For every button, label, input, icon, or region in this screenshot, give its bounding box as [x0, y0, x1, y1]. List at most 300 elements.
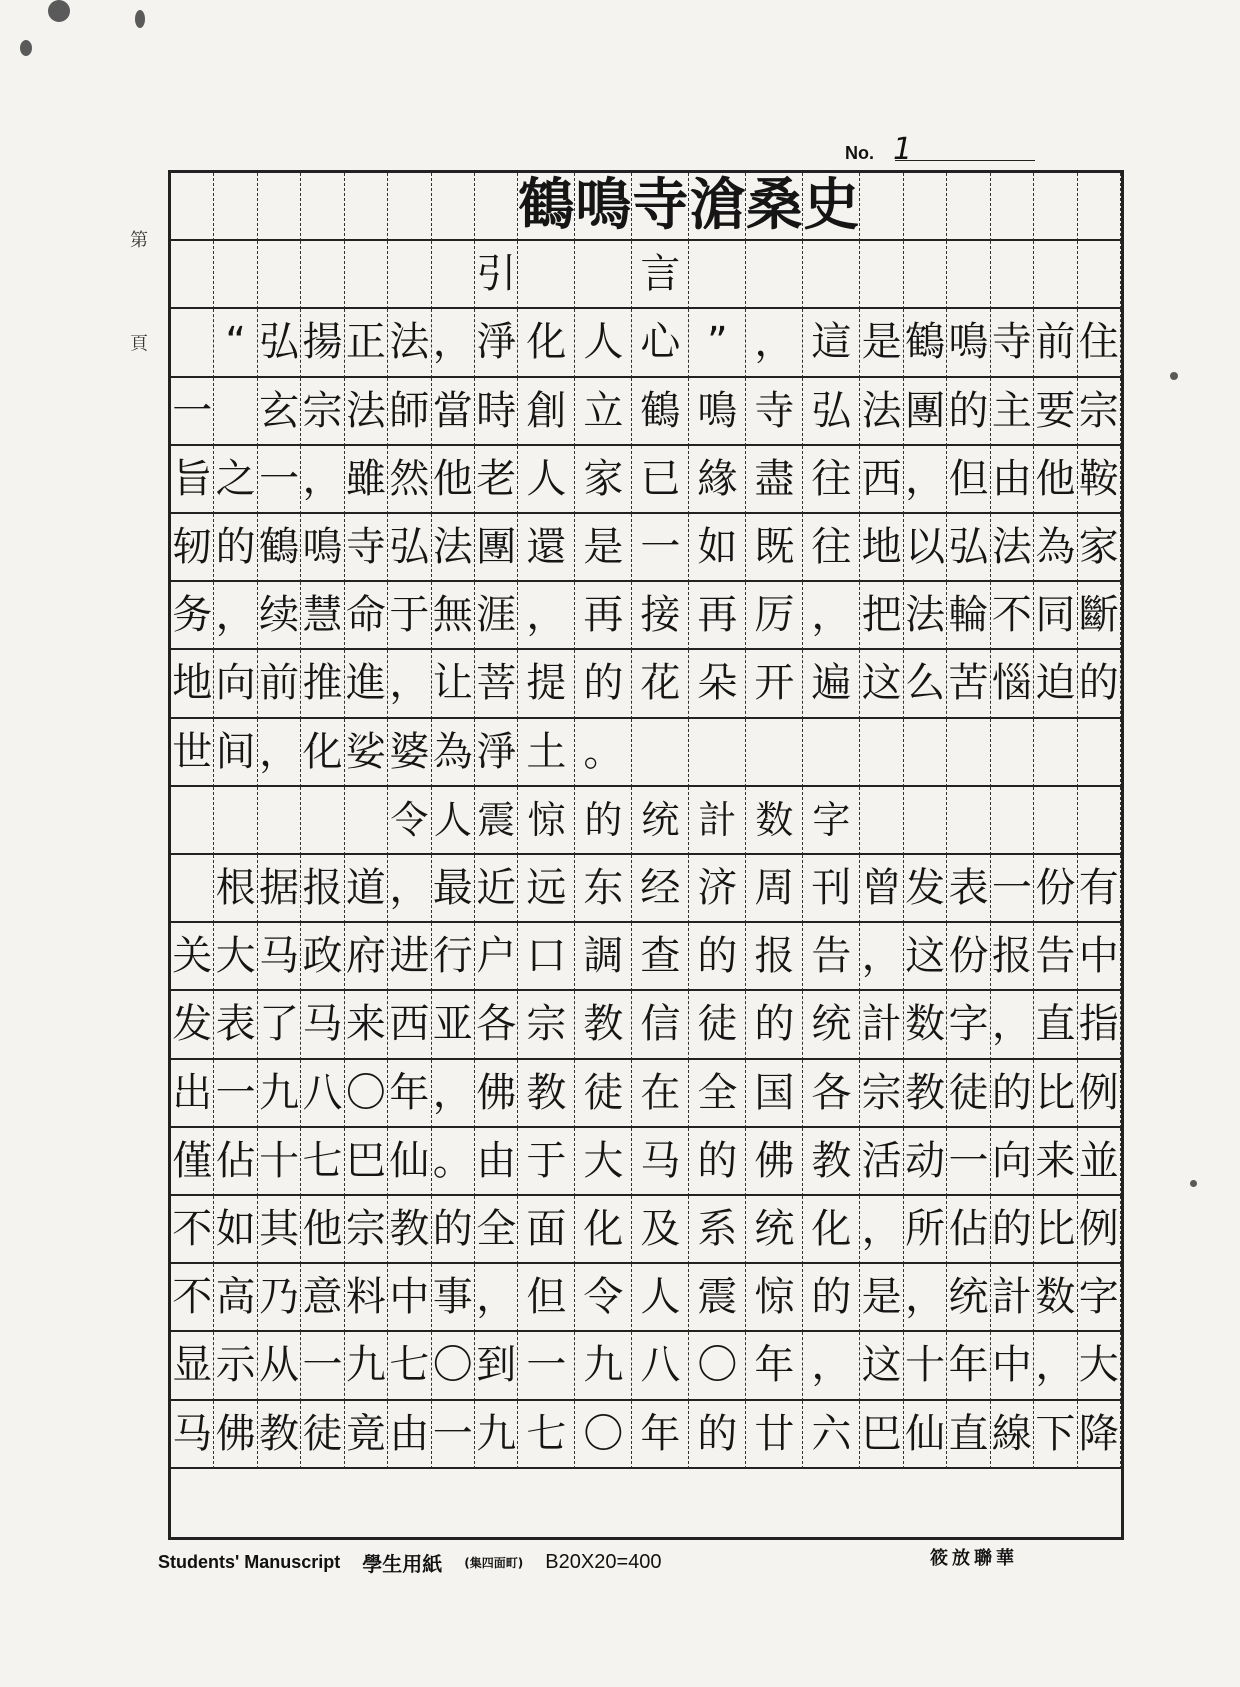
grid-cell: 以 [904, 514, 947, 582]
grid-cell [345, 173, 388, 241]
grid-cell: 各 [475, 991, 518, 1059]
grid-cell: 刊 [803, 855, 860, 923]
scan-smudge [48, 0, 70, 22]
grid-cell: 然 [388, 446, 431, 514]
grid-cell: 一 [632, 514, 689, 582]
grid-cell: 僅 [171, 1128, 214, 1196]
grid-cell: 经 [632, 855, 689, 923]
grid-cell: 人 [575, 309, 632, 377]
grid-cell: 再 [689, 582, 746, 650]
grid-cell: 弘 [803, 378, 860, 446]
grid-cell: 十 [904, 1332, 947, 1400]
grid-cell: 远 [518, 855, 575, 923]
grid-cell: 年 [388, 1060, 431, 1128]
grid-cell: 马 [301, 991, 344, 1059]
grid-cell: 宗 [1078, 378, 1121, 446]
grid-cell: 数 [904, 991, 947, 1059]
grid-cell: 统 [947, 1264, 990, 1332]
grid-cell: 人 [432, 787, 475, 855]
grid-cell: 事 [432, 1264, 475, 1332]
grid-cell: 七 [301, 1128, 344, 1196]
grid-cell: 佛 [214, 1401, 257, 1469]
grid-cell [301, 173, 344, 241]
grid-cell: 比 [1034, 1196, 1077, 1264]
grid-cell: 这 [860, 1332, 903, 1400]
grid-cell [214, 787, 257, 855]
grid-cell: 九 [575, 1332, 632, 1400]
grid-cell [301, 241, 344, 309]
grid-cell: ， [258, 719, 301, 787]
grid-cell: 廿 [746, 1401, 803, 1469]
grid-cell: 轫 [171, 514, 214, 582]
grid-cell: 弘 [388, 514, 431, 582]
grid-cell [258, 241, 301, 309]
grid-cell: 〇 [432, 1332, 475, 1400]
grid-cell: 信 [632, 991, 689, 1059]
page-number-label: No. [845, 143, 874, 163]
grid-cell: ， [803, 582, 860, 650]
grid-cell: 让 [432, 650, 475, 718]
footer-spec: B20X20=400 [545, 1551, 662, 1573]
grid-cell: 還 [518, 514, 575, 582]
grid-cell: 宗 [301, 378, 344, 446]
grid-cell: 料 [345, 1264, 388, 1332]
grid-cell: 不 [991, 582, 1034, 650]
grid-cell: 揚 [301, 309, 344, 377]
grid-cell: 正 [345, 309, 388, 377]
grid-cell: 玄 [258, 378, 301, 446]
grid-cell: 如 [214, 1196, 257, 1264]
grid-cell: 报 [746, 923, 803, 991]
grid-cell: 于 [518, 1128, 575, 1196]
grid-cell [1034, 787, 1077, 855]
grid-cell: 立 [575, 378, 632, 446]
grid-cell: 把 [860, 582, 903, 650]
grid-cell: 直 [1034, 991, 1077, 1059]
grid-cell: 涯 [475, 582, 518, 650]
grid-cell: 活 [860, 1128, 903, 1196]
grid-cell: 的 [947, 378, 990, 446]
grid-cell: 查 [632, 923, 689, 991]
grid-cell: 花 [632, 650, 689, 718]
grid-cell: 报 [301, 855, 344, 923]
grid-cell [860, 787, 903, 855]
grid-cell [171, 855, 214, 923]
grid-cell: 表 [214, 991, 257, 1059]
grid-cell: 来 [345, 991, 388, 1059]
grid-cell [258, 173, 301, 241]
grid-cell: 例 [1078, 1060, 1121, 1128]
grid-cell [746, 241, 803, 309]
grid-cell: 的 [1078, 650, 1121, 718]
grid-cell: 地 [171, 650, 214, 718]
grid-cell: 有 [1078, 855, 1121, 923]
grid-cell [746, 719, 803, 787]
grid-cell: 府 [345, 923, 388, 991]
grid-cell: 向 [991, 1128, 1034, 1196]
grid-cell: 弘 [258, 309, 301, 377]
grid-cell: 為 [1034, 514, 1077, 582]
grid-cell: 盡 [746, 446, 803, 514]
page-number-underline [895, 160, 1035, 161]
grid-cell: 化 [518, 309, 575, 377]
grid-cell: 淨 [475, 309, 518, 377]
grid-cell: 法 [345, 378, 388, 446]
grid-cell: 进 [388, 923, 431, 991]
footer-right-text: 筱放聯華 [930, 1548, 1018, 1569]
grid-cell: ， [432, 309, 475, 377]
sheet-footer [158, 1548, 662, 1577]
grid-cell: 寺 [991, 309, 1034, 377]
grid-cell: 如 [689, 514, 746, 582]
grid-cell: 徒 [947, 1060, 990, 1128]
scan-smudge [20, 40, 32, 56]
grid-cell [803, 719, 860, 787]
grid-cell: 仙 [904, 1401, 947, 1469]
grid-cell: 竟 [345, 1401, 388, 1469]
grid-cell: 徒 [301, 1401, 344, 1469]
grid-cell: 為 [432, 719, 475, 787]
grid-cell: 降 [1078, 1401, 1121, 1469]
grid-cell: 从 [258, 1332, 301, 1400]
grid-cell: 其 [258, 1196, 301, 1264]
grid-cell: ” [689, 309, 746, 377]
grid-cell [214, 378, 257, 446]
grid-cell [388, 241, 431, 309]
grid-cell: 線 [991, 1401, 1034, 1469]
grid-cell: 往 [803, 514, 860, 582]
grid-cell: 政 [301, 923, 344, 991]
grid-cell [388, 173, 431, 241]
grid-cell: 数 [746, 787, 803, 855]
grid-cell: 惊 [518, 787, 575, 855]
grid-cell: 巴 [860, 1401, 903, 1469]
grid-cell: 地 [860, 514, 903, 582]
grid-cell: 的 [575, 650, 632, 718]
grid-cell: 法 [904, 582, 947, 650]
grid-cell [947, 787, 990, 855]
grid-cell: 济 [689, 855, 746, 923]
grid-cell: 中 [991, 1332, 1034, 1400]
grid-cell: ， [860, 923, 903, 991]
grid-cell: 遍 [803, 650, 860, 718]
grid-cell: 出 [171, 1060, 214, 1128]
grid-cell [301, 787, 344, 855]
manuscript-grid [168, 170, 1124, 1540]
grid-cell: 是 [860, 309, 903, 377]
grid-cell [689, 719, 746, 787]
grid-cell: 〇 [689, 1332, 746, 1400]
grid-cell: 師 [388, 378, 431, 446]
grid-cell: 份 [1034, 855, 1077, 923]
grid-cell: 间 [214, 719, 257, 787]
grid-cell: 统 [803, 991, 860, 1059]
grid-cell [1078, 173, 1121, 241]
grid-cell: 鶴 [258, 514, 301, 582]
grid-cell [860, 241, 903, 309]
grid-cell: 告 [803, 923, 860, 991]
grid-cell: 所 [904, 1196, 947, 1264]
grid-cell: 是 [860, 1264, 903, 1332]
grid-cell: 往 [803, 446, 860, 514]
grid-cell: 示 [214, 1332, 257, 1400]
grid-cell: 指 [1078, 991, 1121, 1059]
grid-cell: ， [475, 1264, 518, 1332]
grid-cell: 么 [904, 650, 947, 718]
grid-cell: ， [432, 1060, 475, 1128]
grid-cell [432, 173, 475, 241]
grid-cell: 不 [171, 1264, 214, 1332]
grid-cell: 各 [803, 1060, 860, 1128]
grid-cell: 中 [1078, 923, 1121, 991]
grid-cell: 的 [575, 787, 632, 855]
grid-cell: “ [214, 309, 257, 377]
footer-code: (集四面町) [464, 1556, 524, 1570]
grid-cell: 並 [1078, 1128, 1121, 1196]
grid-cell: 弘 [947, 514, 990, 582]
grid-cell: 前 [1034, 309, 1077, 377]
grid-cell: 前 [258, 650, 301, 718]
grid-cell: 一 [258, 446, 301, 514]
grid-cell: 意 [301, 1264, 344, 1332]
margin-page-label: 第 頁 [127, 230, 148, 392]
footer-brand: Students' Manuscript [158, 1552, 341, 1572]
grid-cell: 大 [214, 923, 257, 991]
grid-cell: 佔 [214, 1128, 257, 1196]
grid-cell [860, 173, 903, 241]
grid-cell: 发 [904, 855, 947, 923]
grid-cell: 這 [803, 309, 860, 377]
grid-cell: 国 [746, 1060, 803, 1128]
grid-cell: 一 [991, 855, 1034, 923]
grid-cell [1078, 241, 1121, 309]
grid-cell: 九 [258, 1060, 301, 1128]
grid-cell: 关 [171, 923, 214, 991]
grid-cell: 迫 [1034, 650, 1077, 718]
grid-cell: 計 [991, 1264, 1034, 1332]
grid-cell: 鳴 [575, 173, 632, 241]
grid-cell: 大 [575, 1128, 632, 1196]
grid-cell: 表 [947, 855, 990, 923]
grid-cell: 〇 [575, 1401, 632, 1469]
grid-cell: 鶴 [518, 173, 575, 241]
grid-cell: 化 [575, 1196, 632, 1264]
grid-cell: 引 [475, 241, 518, 309]
grid-cell: 年 [632, 1401, 689, 1469]
grid-cell: 主 [991, 378, 1034, 446]
grid-cell: 鞍 [1078, 446, 1121, 514]
grid-cell: 他 [301, 1196, 344, 1264]
grid-cell: 数 [1034, 1264, 1077, 1332]
grid-cell [991, 241, 1034, 309]
footer-name: 學生用紙 [362, 1552, 443, 1576]
grid-cell: 世 [171, 719, 214, 787]
grid-cell: 由 [991, 446, 1034, 514]
grid-cell [904, 173, 947, 241]
grid-cell: 面 [518, 1196, 575, 1264]
grid-cell: 到 [475, 1332, 518, 1400]
scan-smudge [135, 10, 145, 28]
grid-cell: 寺 [345, 514, 388, 582]
grid-cell: 他 [432, 446, 475, 514]
grid-cell [689, 241, 746, 309]
grid-cell: 的 [991, 1060, 1034, 1128]
grid-cell [904, 787, 947, 855]
grid-cell: 心 [632, 309, 689, 377]
grid-cell: 宗 [518, 991, 575, 1059]
grid-cell: 言 [632, 241, 689, 309]
grid-cell: 显 [171, 1332, 214, 1400]
grid-cell: 近 [475, 855, 518, 923]
grid-cell: 告 [1034, 923, 1077, 991]
grid-cell: 雖 [345, 446, 388, 514]
grid-cell: 徒 [689, 991, 746, 1059]
grid-cell: ， [746, 309, 803, 377]
grid-cell: 法 [860, 378, 903, 446]
grid-cell: 人 [518, 446, 575, 514]
grid-cell: 马 [171, 1401, 214, 1469]
grid-cell: 教 [575, 991, 632, 1059]
grid-cell: 但 [518, 1264, 575, 1332]
grid-cell: 旨 [171, 446, 214, 514]
grid-cell: ， [301, 446, 344, 514]
grid-cell: 住 [1078, 309, 1121, 377]
grid-cell: 下 [1034, 1401, 1077, 1469]
grid-cell: 震 [689, 1264, 746, 1332]
grid-cell: 進 [345, 650, 388, 718]
grid-cell: 當 [432, 378, 475, 446]
grid-cell: 人 [632, 1264, 689, 1332]
grid-cell: 亚 [432, 991, 475, 1059]
grid-cell [575, 241, 632, 309]
grid-cell: 高 [214, 1264, 257, 1332]
grid-cell: 例 [1078, 1196, 1121, 1264]
grid-cell [475, 173, 518, 241]
grid-cell [1034, 241, 1077, 309]
grid-cell: 马 [632, 1128, 689, 1196]
grid-cell: 要 [1034, 378, 1077, 446]
grid-cell: 这 [904, 923, 947, 991]
grid-cell: 法 [432, 514, 475, 582]
grid-cell [214, 241, 257, 309]
grid-cell: 向 [214, 650, 257, 718]
grid-cell: 鳴 [947, 309, 990, 377]
grid-cell: 再 [575, 582, 632, 650]
grid-cell [947, 241, 990, 309]
grid-cell: 仙 [388, 1128, 431, 1196]
grid-cell: 由 [388, 1401, 431, 1469]
grid-cell: 婆 [388, 719, 431, 787]
grid-cell: 菩 [475, 650, 518, 718]
grid-cell: 團 [904, 378, 947, 446]
grid-cell [171, 241, 214, 309]
grid-cell: 。 [432, 1128, 475, 1196]
grid-cell: 教 [518, 1060, 575, 1128]
grid-cell: 直 [947, 1401, 990, 1469]
grid-cell: 調 [575, 923, 632, 991]
grid-cell: 一 [301, 1332, 344, 1400]
grid-cell: ， [904, 1264, 947, 1332]
grid-cell: 但 [947, 446, 990, 514]
grid-cell: 法 [991, 514, 1034, 582]
grid-cell: 八 [632, 1332, 689, 1400]
grid-cell: 最 [432, 855, 475, 923]
grid-cell: 佛 [475, 1060, 518, 1128]
grid-cell: 土 [518, 719, 575, 787]
grid-cell [432, 241, 475, 309]
grid-cell: 既 [746, 514, 803, 582]
grid-cell: 字 [1078, 1264, 1121, 1332]
grid-cell [1078, 719, 1121, 787]
grid-cell: 口 [518, 923, 575, 991]
grid-cell: 一 [947, 1128, 990, 1196]
grid-cell: 据 [258, 855, 301, 923]
grid-cell: 惱 [991, 650, 1034, 718]
grid-cell: 鶴 [632, 378, 689, 446]
page-number-value: 1 [893, 132, 913, 167]
grid-cell [632, 719, 689, 787]
grid-cell: 七 [388, 1332, 431, 1400]
grid-cell: 一 [518, 1332, 575, 1400]
grid-cell: ， [904, 446, 947, 514]
grid-cell: 系 [689, 1196, 746, 1264]
grid-cell: ， [388, 855, 431, 923]
grid-cell: 于 [388, 582, 431, 650]
grid-cell [803, 241, 860, 309]
grid-cell: 的 [689, 923, 746, 991]
grid-cell [1034, 719, 1077, 787]
grid-cell: 推 [301, 650, 344, 718]
grid-cell: 接 [632, 582, 689, 650]
grid-cell: 佛 [746, 1128, 803, 1196]
grid-cell: 老 [475, 446, 518, 514]
grid-cell: 这 [860, 650, 903, 718]
grid-cell: 計 [860, 991, 903, 1059]
grid-cell: 朵 [689, 650, 746, 718]
grid-cell [171, 787, 214, 855]
grid-cell: 巴 [345, 1128, 388, 1196]
grid-cell: 户 [475, 923, 518, 991]
grid-cell: ， [518, 582, 575, 650]
grid-cell: 开 [746, 650, 803, 718]
grid-cell: 西 [388, 991, 431, 1059]
grid-cell: 统 [746, 1196, 803, 1264]
grid-cell: 的 [991, 1196, 1034, 1264]
grid-cell: 輪 [947, 582, 990, 650]
grid-cell: 的 [689, 1128, 746, 1196]
grid-cell: 宗 [860, 1060, 903, 1128]
grid-cell: 的 [432, 1196, 475, 1264]
grid-cell: 大 [1078, 1332, 1121, 1400]
grid-cell: 在 [632, 1060, 689, 1128]
grid-cell: 根 [214, 855, 257, 923]
grid-cell [171, 309, 214, 377]
grid-cell: 的 [689, 1401, 746, 1469]
grid-cell: 曾 [860, 855, 903, 923]
grid-cell: 寺 [632, 173, 689, 241]
grid-cell: 教 [803, 1128, 860, 1196]
grid-cell: 化 [803, 1196, 860, 1264]
grid-cell: 乃 [258, 1264, 301, 1332]
grid-cell [947, 719, 990, 787]
grid-cell: 十 [258, 1128, 301, 1196]
grid-cell: 惊 [746, 1264, 803, 1332]
grid-cell: 團 [475, 514, 518, 582]
grid-cell: 令 [388, 787, 431, 855]
grid-cell: 提 [518, 650, 575, 718]
grid-cell: 教 [388, 1196, 431, 1264]
grid-cell: 来 [1034, 1128, 1077, 1196]
